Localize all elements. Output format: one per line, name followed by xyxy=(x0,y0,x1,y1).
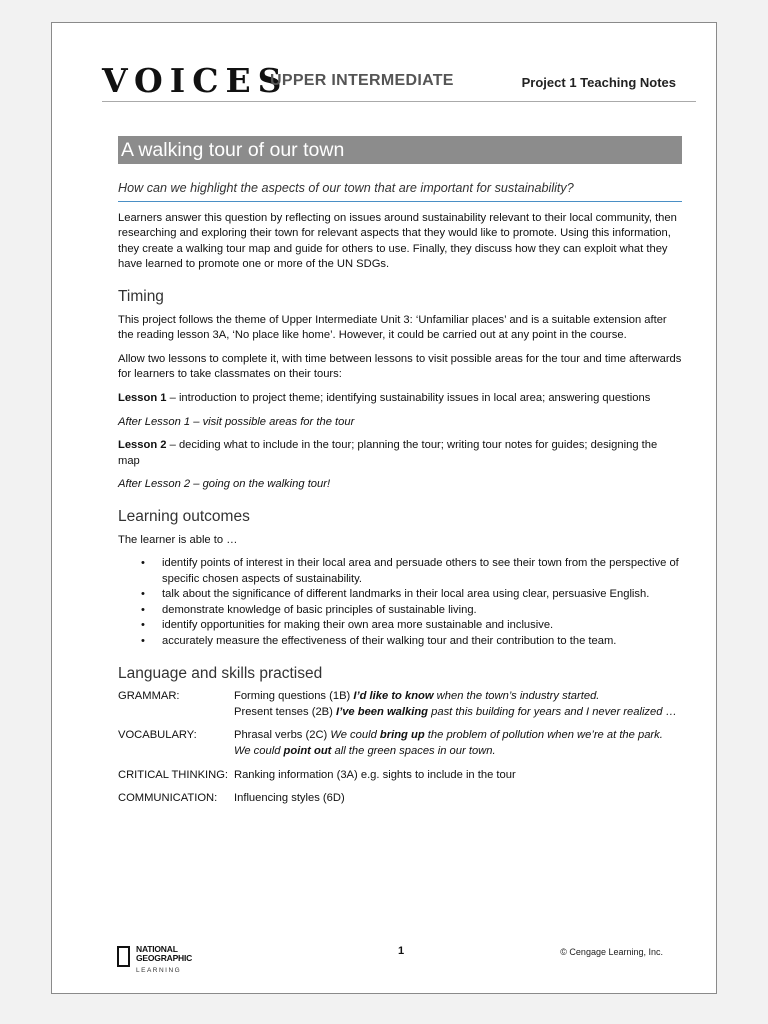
lesson-2-label: Lesson 2 xyxy=(118,439,167,452)
grammar-example: I’ve been walking xyxy=(335,705,429,718)
communication-row xyxy=(118,791,682,807)
logo-frame-icon xyxy=(117,946,130,967)
outcomes-lead: The learner is able to … xyxy=(118,533,238,546)
after-lesson-1-text: After Lesson 1 – visit possible areas for the tour xyxy=(118,415,355,428)
timing-heading: Timing xyxy=(118,287,164,305)
grammar-text: Present tenses (2B) xyxy=(234,705,336,718)
grammar-label: GRAMMAR: xyxy=(118,690,180,703)
lesson-2 xyxy=(118,438,682,469)
lesson-2-text: – deciding what to include in the tour; planning the tour; writing tour notes for guides; designing the map xyxy=(118,439,658,467)
timing-paragraph-2: Allow two lessons to complete it, with time between lessons to visit possible areas for the tour and time afterwards for learners to take classmates on their tours: xyxy=(118,352,682,381)
lesson-1 xyxy=(118,391,682,407)
after-lesson-2 xyxy=(118,477,682,493)
vocab-text: the problem of pollution when we’re at the park. We could xyxy=(234,729,663,758)
page-title: A walking tour of our town xyxy=(118,136,682,164)
list-item: • identify opportunities for making their own area more sustainable and inclusive. xyxy=(162,618,682,634)
grammar-value xyxy=(234,689,682,720)
logo-line: NATIONAL xyxy=(136,944,178,954)
vocab-text: Phrasal verbs (2C) xyxy=(234,729,331,742)
intro-paragraph: Learners answer this question by reflecting on issues around sustainability relevant to their local community, then researching and exploring their town for relevant aspects that they would like to promote. Using this information, they create a walking tour map and guide for others to use. Finally, they discuss how they can exploit what they have learned to promote one or more of the UN SDGs. xyxy=(118,211,677,271)
vocab-example: bring up xyxy=(379,729,425,742)
page-header xyxy=(102,61,696,102)
vocab-text: all the green spaces in our town. xyxy=(331,745,496,758)
vocab-example: point out xyxy=(283,745,332,758)
critical-thinking-label: CRITICAL THINKING: xyxy=(118,768,229,781)
communication-value: Influencing styles (6D) xyxy=(234,792,345,805)
language-heading: Language and skills practised xyxy=(118,664,323,682)
grammar-row xyxy=(118,689,682,720)
communication-label: COMMUNICATION: xyxy=(118,792,218,805)
main-content xyxy=(118,136,682,815)
document-label: Project 1 Teaching Notes xyxy=(521,75,676,90)
logo-line: GEOGRAPHIC xyxy=(136,953,193,963)
list-item: • identify points of interest in their local area and persuade others to see their town from the perspective of specific chosen aspects of sustainability. xyxy=(162,556,682,587)
lesson-1-label: Lesson 1 xyxy=(118,391,167,404)
outcomes-heading: Learning outcomes xyxy=(118,507,250,525)
brand-logo: VOICES xyxy=(102,61,289,100)
grammar-text: when the town’s industry started. xyxy=(433,690,600,703)
list-item: • accurately measure the effectiveness of their walking tour and their contribution to the team. xyxy=(162,634,682,650)
logo-text xyxy=(136,945,192,963)
vocabulary-value xyxy=(234,728,682,759)
document-page xyxy=(51,22,717,994)
course-level: UPPER INTERMEDIATE xyxy=(270,72,454,89)
vocabulary-row xyxy=(118,728,682,759)
outcomes-list xyxy=(118,556,682,650)
critical-thinking-row xyxy=(118,768,682,784)
grammar-text: Forming questions (1B) xyxy=(234,690,354,703)
vocab-text: We could xyxy=(330,729,380,742)
critical-thinking-value: Ranking information (3A) e.g. sights to include in the tour xyxy=(234,768,516,781)
list-item: • demonstrate knowledge of basic principles of sustainable living. xyxy=(162,603,682,619)
after-lesson-1 xyxy=(118,415,682,431)
list-item: • talk about the significance of different landmarks in their local area using clear, persuasive English. xyxy=(162,587,682,603)
timing-paragraph-1: This project follows the theme of Upper Intermediate Unit 3: ‘Unfamiliar places’ and is a suitable extension after the reading lesson 3A, ‘No place like home’. However, it could be carried out at any point in the course. xyxy=(118,313,667,342)
lesson-1-text: – introduction to project theme; identifying sustainability issues in local area; answering questions xyxy=(166,391,651,404)
guiding-question: How can we highlight the aspects of our town that are important for sustainability? xyxy=(118,181,682,202)
copyright: © Cengage Learning, Inc. xyxy=(560,947,663,957)
after-lesson-2-text: After Lesson 2 – going on the walking tour! xyxy=(118,478,331,491)
grammar-text: past this building for years and I never realized … xyxy=(428,705,677,718)
grammar-example: I’d like to know xyxy=(353,690,434,703)
vocabulary-label: VOCABULARY: xyxy=(118,729,197,742)
logo-subtitle: LEARNING xyxy=(136,967,182,974)
page-number: 1 xyxy=(398,945,405,957)
